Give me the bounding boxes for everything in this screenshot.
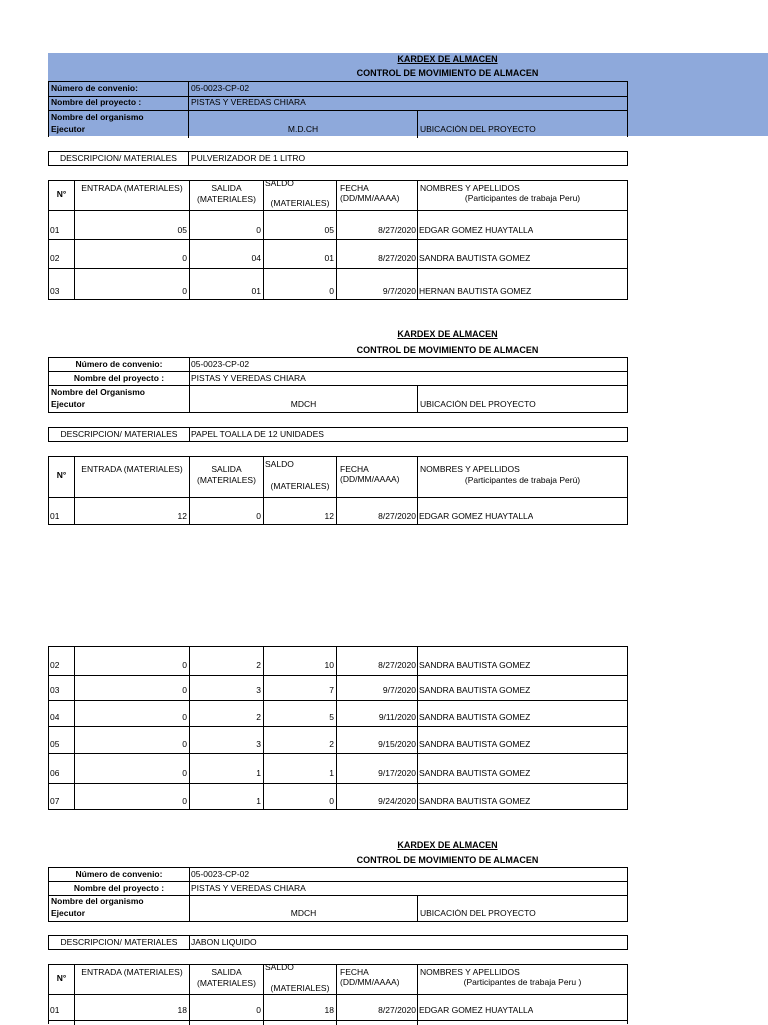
row-fecha: 9/24/2020	[378, 797, 416, 806]
row-n: 05	[50, 740, 60, 749]
row-nombre: EDGAR GOMEZ HUAYTALLA	[419, 226, 534, 235]
row-fecha: 9/17/2020	[378, 769, 416, 778]
row-n: 03	[50, 287, 60, 296]
desc-label: DESCRIPCION/ MATERIALES	[60, 430, 178, 439]
header-saldo-2: (MATERIALES)	[270, 984, 330, 993]
row-nombre: SANDRA BAUTISTA GOMEZ	[419, 686, 531, 695]
convenio-value: 05-0023-CP-02	[191, 84, 250, 93]
row-nombre: EDGAR GOMEZ HUAYTALLA	[419, 1006, 534, 1015]
row-entrada: 0	[182, 713, 187, 722]
row-salida: 2	[256, 661, 261, 670]
row-n: 02	[50, 254, 60, 263]
row-entrada: 0	[182, 797, 187, 806]
row-saldo: 0	[329, 797, 334, 806]
header-n: N°	[56, 974, 67, 983]
info-table	[48, 867, 628, 922]
row-salida: 04	[251, 254, 261, 263]
convenio-value: 05-0023-CP-02	[191, 870, 250, 879]
kardex-subtitle: CONTROL DE MOVIMIENTO DE ALMACEN	[356, 855, 539, 865]
convenio-label: Número de convenio:	[75, 870, 163, 879]
movements-table-continued	[48, 646, 628, 810]
desc-value: PAPEL TOALLA DE 12 UNIDADES	[191, 430, 324, 439]
organismo-label: Nombre del organismo	[51, 897, 144, 906]
row-saldo: 0	[329, 287, 334, 296]
descripcion-row	[48, 427, 628, 442]
ubicacion-label: UBICACIÓN DEL PROYECTO	[420, 125, 536, 134]
row-salida: 0	[256, 1006, 261, 1015]
kardex-title: KARDEX DE ALMACEN	[397, 329, 498, 339]
organismo-label: Nombre del organismo	[51, 113, 144, 122]
row-salida: 01	[251, 287, 261, 296]
row-nombre: SANDRA BAUTISTA GOMEZ	[419, 661, 531, 670]
header-n: N°	[56, 190, 67, 199]
ubicacion-label: UBICACIÓN DEL PROYECTO	[420, 909, 536, 918]
proyecto-label: Nombre del proyecto :	[51, 98, 142, 107]
row-entrada: 0	[182, 287, 187, 296]
organismo-value: MDCH	[290, 909, 317, 918]
header-nombres-2: (Participantes de trabaja Peru)	[464, 194, 581, 203]
descripcion-row	[48, 935, 628, 950]
desc-label: DESCRIPCION/ MATERIALES	[60, 938, 178, 947]
header-saldo-2: (MATERIALES)	[270, 482, 330, 491]
row-entrada: 05	[177, 226, 187, 235]
row-salida: 2	[256, 713, 261, 722]
ubicacion-label: UBICACIÓN DEL PROYECTO	[420, 400, 536, 409]
movements-table	[48, 180, 628, 300]
row-nombre: SANDRA BAUTISTA GOMEZ	[419, 713, 531, 722]
row-saldo: 5	[329, 713, 334, 722]
row-fecha: 8/27/2020	[378, 1006, 416, 1015]
header-fecha: FECHA	[340, 968, 369, 977]
kardex-subtitle: CONTROL DE MOVIMIENTO DE ALMACEN	[356, 68, 539, 78]
header-salida: SALIDA	[211, 968, 242, 977]
desc-value: JABON LIQUIDO	[191, 938, 257, 947]
header-salida-2: (MATERIALES)	[197, 195, 256, 204]
row-saldo: 05	[324, 226, 334, 235]
row-salida: 0	[256, 512, 261, 521]
header-saldo: SALDO	[265, 963, 294, 972]
row-entrada: 0	[182, 661, 187, 670]
header-fecha: FECHA	[340, 465, 369, 474]
header-fecha: FECHA	[340, 184, 369, 193]
row-saldo: 12	[324, 512, 334, 521]
row-n: 01	[50, 1006, 60, 1015]
row-salida: 1	[256, 797, 261, 806]
row-fecha: 8/27/2020	[378, 254, 416, 263]
header-fecha-2: (DD/MM/AAAA)	[340, 475, 400, 484]
row-fecha: 9/7/2020	[382, 686, 416, 695]
convenio-label: Número de convenio:	[51, 84, 138, 93]
movements-table	[48, 964, 628, 1024]
row-saldo: 7	[329, 686, 334, 695]
row-n: 01	[50, 512, 60, 521]
row-n: 03	[50, 686, 60, 695]
row-fecha: 9/7/2020	[382, 287, 416, 296]
header-nombres-2: (Participantes de trabaja Perú)	[464, 476, 581, 485]
row-saldo: 2	[329, 740, 334, 749]
header-saldo: SALDO	[265, 460, 294, 469]
row-entrada: 18	[177, 1006, 187, 1015]
row-salida: 0	[256, 226, 261, 235]
proyecto-value: PISTAS Y VEREDAS CHIARA	[191, 374, 306, 383]
row-n: 07	[50, 797, 60, 806]
info-table	[48, 81, 628, 137]
proyecto-label: Nombre del proyecto :	[73, 374, 165, 383]
row-nombre: EDGAR GOMEZ HUAYTALLA	[419, 512, 534, 521]
row-salida: 3	[256, 740, 261, 749]
info-table	[48, 357, 628, 413]
kardex-title: KARDEX DE ALMACEN	[397, 54, 498, 64]
header-saldo-2: (MATERIALES)	[270, 199, 330, 208]
row-fecha: 8/27/2020	[378, 512, 416, 521]
row-nombre: SANDRA BAUTISTA GOMEZ	[419, 797, 531, 806]
organismo-label-2: Ejecutor	[51, 125, 86, 134]
header-salida-2: (MATERIALES)	[197, 476, 256, 485]
organismo-label-2: Ejecutor	[51, 400, 86, 409]
row-salida: 3	[256, 686, 261, 695]
organismo-label-2: Ejecutor	[51, 909, 86, 918]
row-saldo: 1	[329, 769, 334, 778]
header-entrada: ENTRADA (MATERIALES)	[81, 184, 183, 193]
convenio-value: 05-0023-CP-02	[191, 360, 250, 369]
row-nombre: SANDRA BAUTISTA GOMEZ	[419, 769, 531, 778]
row-entrada: 0	[182, 254, 187, 263]
header-nombres: NOMBRES Y APELLIDOS	[420, 465, 520, 474]
row-fecha: 8/27/2020	[378, 226, 416, 235]
proyecto-label: Nombre del proyecto :	[73, 884, 165, 893]
row-n: 01	[50, 226, 60, 235]
organismo-value: MDCH	[290, 400, 317, 409]
desc-label: DESCRIPCION/ MATERIALES	[60, 154, 177, 163]
proyecto-value: PISTAS Y VEREDAS CHIARA	[191, 98, 306, 107]
convenio-label: Número de convenio:	[75, 360, 163, 369]
descripcion-row	[48, 151, 628, 166]
row-salida: 1	[256, 769, 261, 778]
header-salida: SALIDA	[211, 184, 242, 193]
row-n: 06	[50, 769, 60, 778]
proyecto-value: PISTAS Y VEREDAS CHIARA	[191, 884, 306, 893]
header-n: N°	[56, 471, 67, 480]
row-entrada: 0	[182, 769, 187, 778]
header-saldo: SALDO	[265, 179, 294, 188]
movements-table	[48, 456, 628, 525]
header-entrada: ENTRADA (MATERIALES)	[81, 465, 183, 474]
header-fecha-2: (DD/MM/AAAA)	[340, 978, 400, 987]
header-salida-2: (MATERIALES)	[197, 979, 256, 988]
row-n: 04	[50, 713, 60, 722]
row-nombre: HERNAN BAUTISTA GOMEZ	[419, 287, 532, 296]
row-saldo: 01	[324, 254, 334, 263]
organismo-label: Nombre del Organismo	[51, 388, 145, 397]
header-nombres-2: (Participantes de trabaja Peru )	[463, 978, 582, 987]
row-saldo: 10	[324, 661, 334, 670]
header-nombres: NOMBRES Y APELLIDOS	[420, 184, 520, 193]
row-nombre: SANDRA BAUTISTA GOMEZ	[419, 254, 531, 263]
header-nombres: NOMBRES Y APELLIDOS	[420, 968, 520, 977]
row-entrada: 0	[182, 740, 187, 749]
kardex-title: KARDEX DE ALMACEN	[397, 840, 498, 850]
row-entrada: 12	[177, 512, 187, 521]
header-fecha-2: (DD/MM/AAAA)	[340, 194, 400, 203]
row-saldo: 18	[324, 1006, 334, 1015]
row-fecha: 9/15/2020	[378, 740, 416, 749]
header-entrada: ENTRADA (MATERIALES)	[81, 968, 183, 977]
row-fecha: 8/27/2020	[378, 661, 416, 670]
organismo-value: M.D.CH	[287, 125, 319, 134]
kardex-subtitle: CONTROL DE MOVIMIENTO DE ALMACEN	[356, 345, 539, 355]
row-n: 02	[50, 661, 60, 670]
header-salida: SALIDA	[211, 465, 242, 474]
desc-value: PULVERIZADOR DE 1 LITRO	[191, 154, 306, 163]
row-nombre: SANDRA BAUTISTA GOMEZ	[419, 740, 531, 749]
row-entrada: 0	[182, 686, 187, 695]
row-fecha: 9/11/2020	[378, 713, 416, 722]
